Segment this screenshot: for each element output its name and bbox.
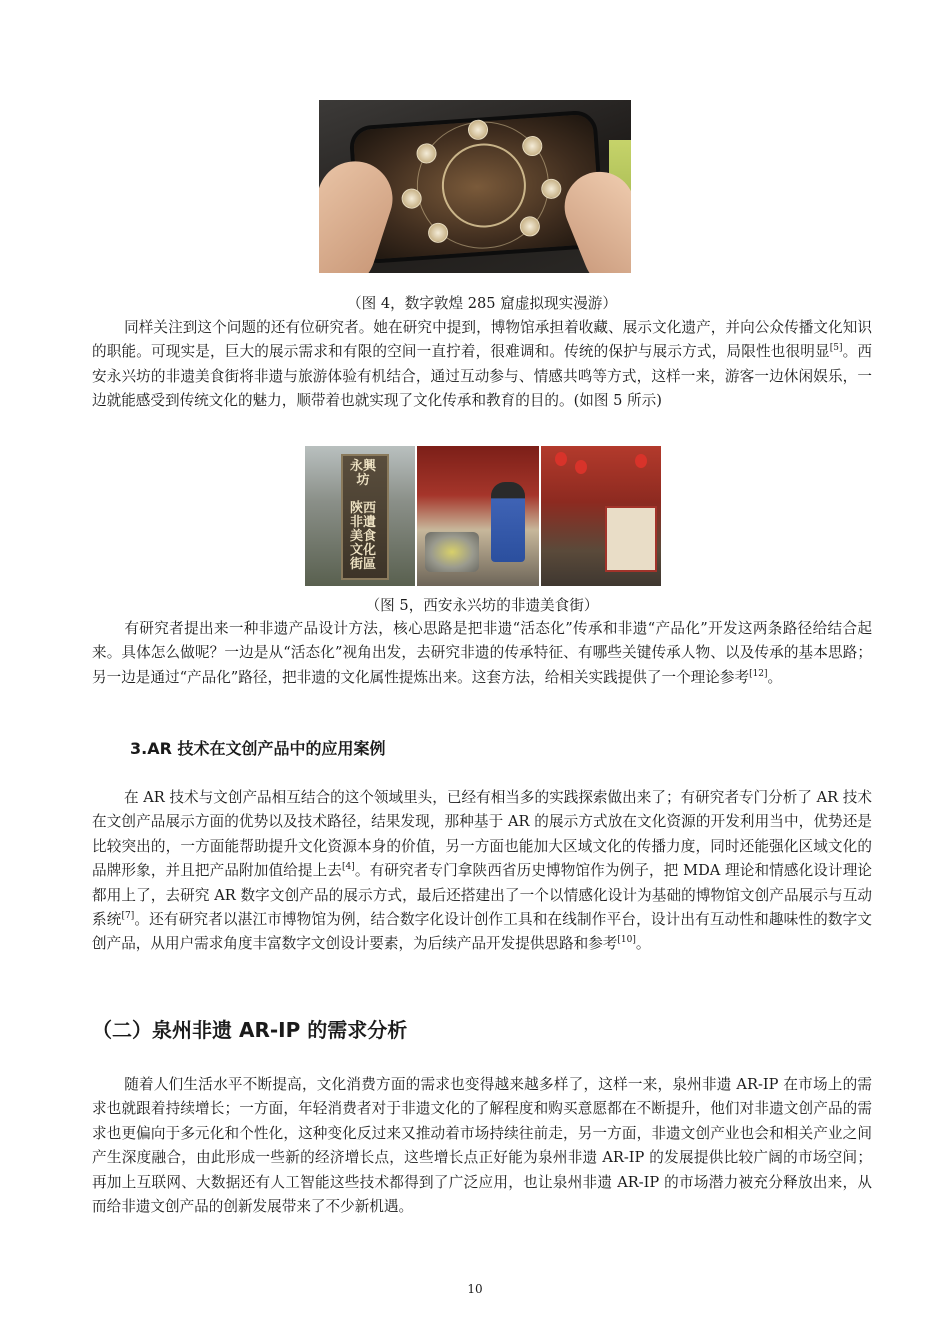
paragraph-1: 同样关注到这个问题的还有位研究者。她在研究中提到，博物馆承担着收藏、展示文化遗产，并向公众传播文化知识的职能。可现实是，巨大的展示需求和有限的空间一直拧着，很难调和。传统的保护与展示方式，局限性也很明显[5]。西安永兴坊的非遗美食街将非遗与旅游体验有机结合，通过互动参与、情感共鸣等方式，这样一来，游客一边休闲娱乐，一边就能感受到传统文化的魅力，顺带着也就实现了文化传承和教育的目的。(如图 5 所示): [92, 319, 872, 410]
citation-ref: [4]: [342, 862, 355, 873]
figure-5-image: [305, 446, 661, 586]
figure-5-caption: （图 5，西安永兴坊的非遗美食街）: [365, 597, 599, 614]
citation-ref: [10]: [617, 935, 636, 946]
citation-ref: [12]: [749, 668, 768, 679]
section-heading-3: 3.AR 技术在文创产品中的应用案例: [130, 739, 386, 758]
citation-ref: [7]: [121, 911, 135, 922]
figure-4-image: [319, 100, 631, 273]
paragraph-4: 随着人们生活水平不断提高，文化消费方面的需求也变得越来越多样了，这样一来，泉州非遗 AR-IP 在市场上的需求也就跟着持续增长；一方面，年轻消费者对于非遗文化的了解程度和购买意愿都在不断提升，他们对非遗文创产品的需求也更偏向于多元化和个性化，这种变化反过来又推动着市场持续往前走，另一方面，非遗文创产业也会和相关产业之间产生深度融合，由此形成一些新的经济增长点，这些增长点正好能为泉州非遗 AR-IP 的发展提供比较广阔的市场空间；再加上互联网、大数据还有人工智能这些技术都得到了广泛应用，也让泉州非遗 AR-IP 的市场潜力被充分释放出来，从而给非遗文创产品的创新发展带来了不少新机遇。: [92, 1076, 872, 1216]
citation-ref: [5]: [829, 343, 843, 354]
page-number: 10: [467, 1282, 483, 1296]
paragraph-2: 有研究者提出来一种非遗产品设计方法，核心思路是把非遗“活态化”传承和非遗“产品化”开发这两条路径给结合起来。具体怎么做呢？一边是从“活态化”视角出发，去研究非遗的传承特征、有哪些关键传承人物、以及传承的基本思路；另一边是通过“产品化”路径，把非遗的文化属性提炼出来。这套方法，给相关实践提供了一个理论参考[12]。: [92, 620, 872, 686]
figure-4-caption: （图 4，数字敦煌 285 窟虚拟现实漫游）: [347, 295, 617, 312]
section-heading-2: （二）泉州非遗 AR-IP 的需求分析: [92, 1018, 408, 1042]
paragraph-3: 在 AR 技术与文创产品相互结合的这个领域里头，已经有相当多的实践探索做出来了；有研究者专门分析了 AR 技术在文创产品展示方面的优势以及技术路径，结果发现，那种基于 AR 的展示方式放在文化资源的开发利用当中，优势还是比较突出的，一方面能帮助提升文化资源本身的价值，另一方面也能加大区域文化的传播力度，同时还能强化区域文化的品牌形象，并且把产品附加值给提上去[4]。有研究者专门拿陕西省历史博物馆作为例子，把 MDA 理论和情感化设计理论都用上了，去研究 AR 数字文创产品的展示方式，最后还搭建出了一个以情感化设计为基础的博物馆文创产品展示与互动系统[7]。还有研究者以湛江市博物馆为例，结合数字化设计创作工具和在线制作平台，设计出有互动性和趣味性的数字文创产品，从用户需求角度丰富数字文创设计要素，为后续产品开发提供思路和参考[10]。: [92, 789, 872, 953]
sign-lettering: 永興坊 陝西 非遺 美食 文化 街區: [349, 459, 376, 572]
